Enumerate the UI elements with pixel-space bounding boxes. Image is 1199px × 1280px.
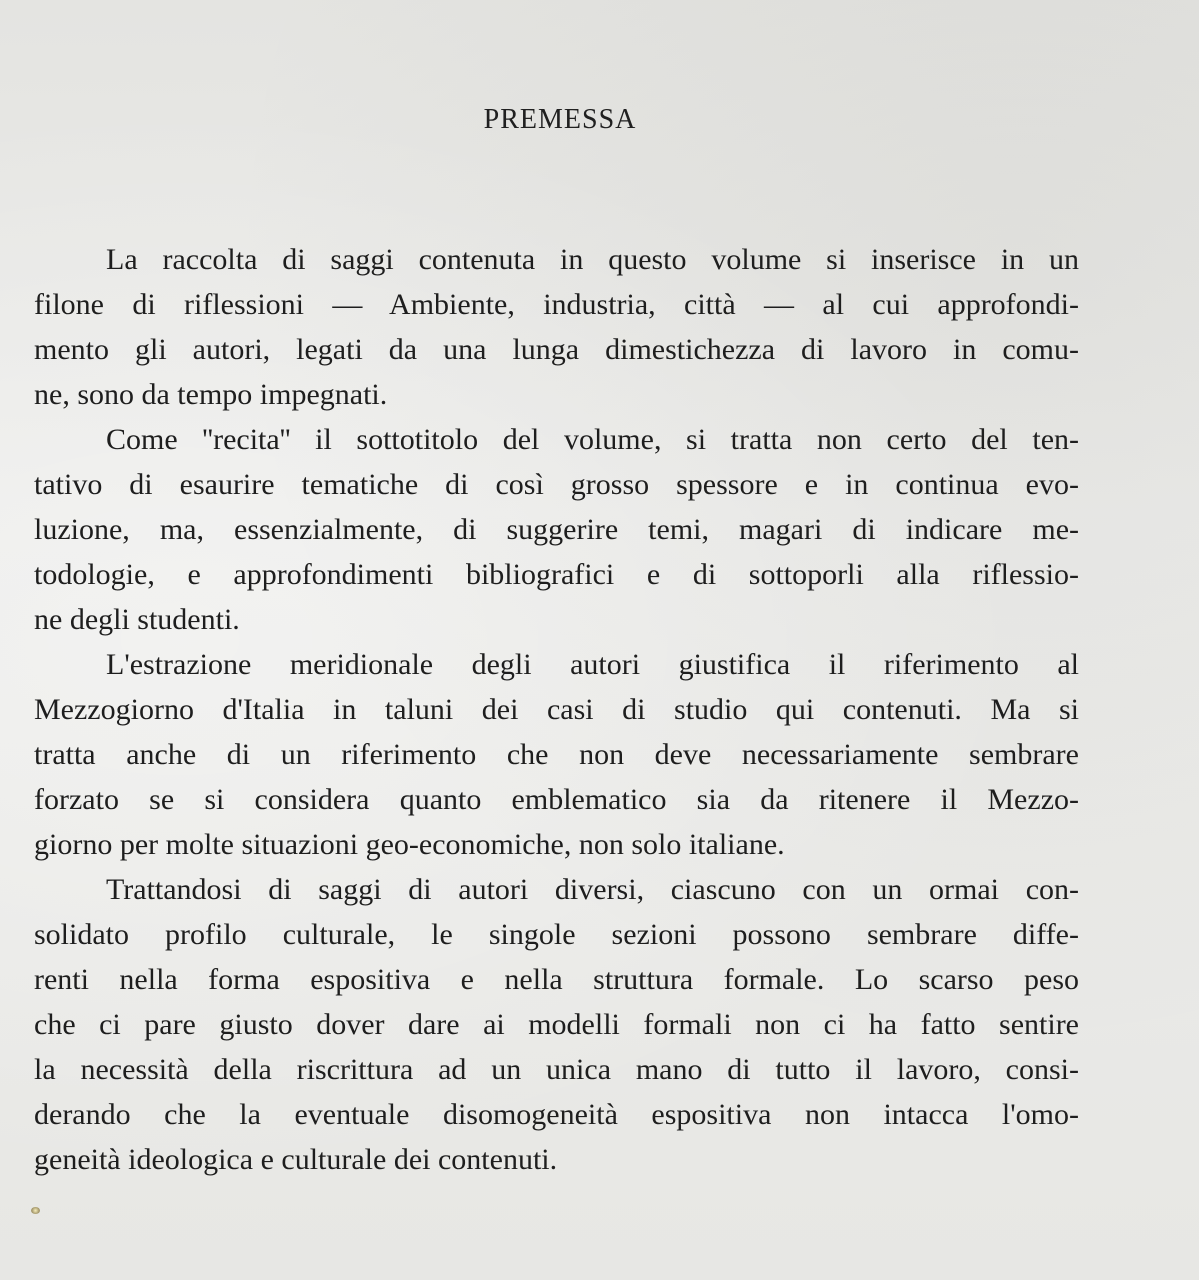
text-line: La raccolta di saggi contenuta in questo volume si inserisce in un xyxy=(106,243,1079,276)
text-line: la necessità della riscrittura ad un unica mano di tutto il lavoro, consi- xyxy=(34,1053,1079,1086)
text-line: L'estrazione meridionale degli autori giustifica il riferimento al xyxy=(106,648,1079,681)
text-line: forzato se si considera quanto emblematico sia da ritenere il Mezzo- xyxy=(34,783,1079,816)
page-heading: PREMESSA xyxy=(483,104,637,135)
text-line: renti nella forma espositiva e nella struttura formale. Lo scarso peso xyxy=(34,963,1079,996)
text-line: Come ''recita'' il sottotitolo del volume, si tratta non certo del ten- xyxy=(106,423,1079,456)
text-line: geneità ideologica e culturale dei contenuti. xyxy=(34,1143,558,1176)
paper-speck xyxy=(31,1207,40,1214)
text-line: ne, sono da tempo impegnati. xyxy=(34,378,388,411)
text-line: mento gli autori, legati da una lunga dimestichezza di lavoro in comu- xyxy=(34,333,1079,366)
text-line: filone di riflessioni — Ambiente, industria, città — al cui approfondi- xyxy=(34,288,1079,321)
text-line: Trattandosi di saggi di autori diversi, ciascuno con un ormai con- xyxy=(106,873,1079,906)
paragraph-3 xyxy=(34,642,1079,867)
text-line: che ci pare giusto dover dare ai modelli formali non ci ha fatto sentire xyxy=(34,1008,1079,1041)
text-line: Mezzogiorno d'Italia in taluni dei casi di studio qui contenuti. Ma si xyxy=(34,693,1079,726)
text-line: todologie, e approfondimenti bibliografici e di sottoporli alla riflessio- xyxy=(34,558,1079,591)
paragraph-4 xyxy=(34,867,1079,1182)
text-line: luzione, ma, essenzialmente, di suggerire temi, magari di indicare me- xyxy=(34,513,1079,546)
text-line: derando che la eventuale disomogeneità espositiva non intacca l'omo- xyxy=(34,1098,1079,1131)
body-text xyxy=(34,237,1079,1182)
text-line: tratta anche di un riferimento che non deve necessariamente sembrare xyxy=(34,738,1079,771)
text-line: giorno per molte situazioni geo-economiche, non solo italiane. xyxy=(34,828,785,861)
text-line: solidato profilo culturale, le singole sezioni possono sembrare diffe- xyxy=(34,918,1079,951)
paragraph-1 xyxy=(34,237,1079,417)
text-line: ne degli studenti. xyxy=(34,603,240,636)
paragraph-2 xyxy=(34,417,1079,642)
text-line: tativo di esaurire tematiche di così grosso spessore e in continua evo- xyxy=(34,468,1079,501)
